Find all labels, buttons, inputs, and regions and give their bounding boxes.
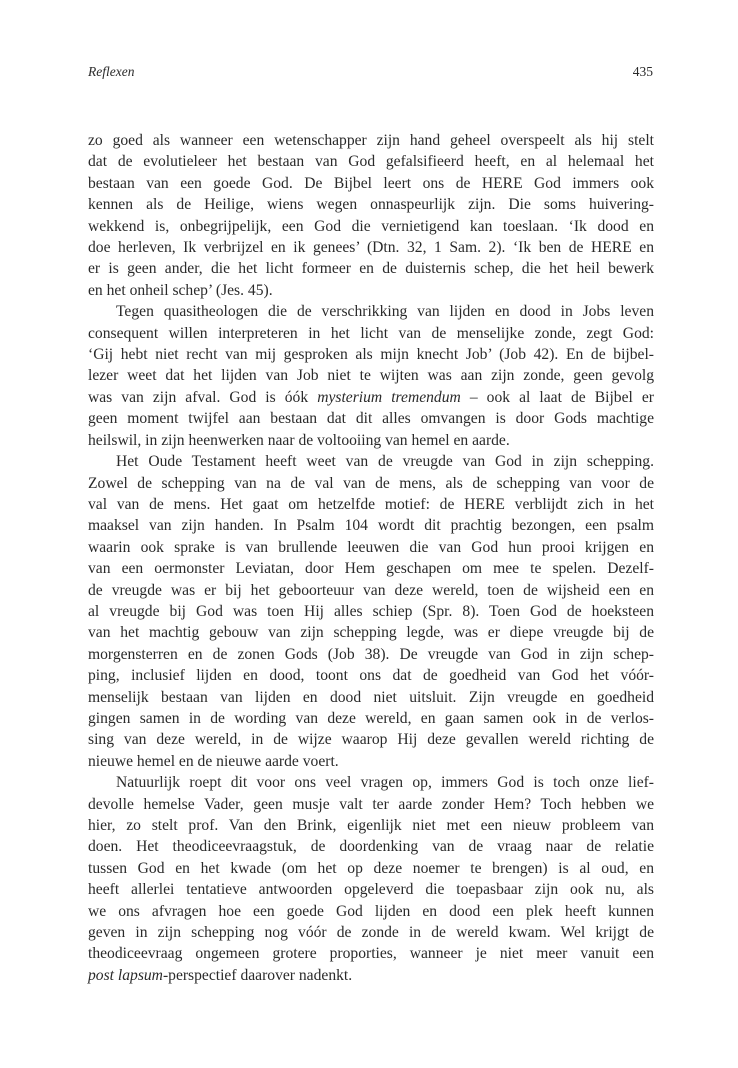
text-run: zo goed als wanneer een wetenschapper zijn hand geheel overspeelt als hij stelt xyxy=(88,132,654,149)
text-run: geen moment twijfel aan bestaan dat dit alles omvangen is door Gods machtige xyxy=(88,410,654,428)
text-line xyxy=(88,344,654,365)
text-line xyxy=(88,922,654,943)
text-run: van het machtig gebouw van zijn schepping legde, was er diepe vreugde bij de xyxy=(88,624,654,642)
text-line xyxy=(88,815,654,836)
text-run: theodiceevraag ongemeen grotere proporties, wanneer je niet meer vanuit een xyxy=(88,945,654,963)
text-line xyxy=(88,173,654,194)
text-run: Tegen quasitheologen die de verschrikking van lijden en dood in Jobs leven xyxy=(116,303,654,321)
running-header xyxy=(88,64,653,80)
text-run: we ons afvragen hoe een goede God lijden en dood een plek heeft kunnen xyxy=(88,902,654,920)
text-run: heeft allerlei tentatieve antwoorden opgeleverd die toepasbaar zijn ook nu, als xyxy=(88,881,654,899)
text-line xyxy=(88,965,654,986)
text-line xyxy=(88,708,654,729)
text-run: bestaan van een goede God. De Bijbel leert ons de HERE God immers ook xyxy=(88,174,654,192)
text-line xyxy=(88,665,654,686)
paragraph xyxy=(88,130,654,301)
text-line xyxy=(88,151,654,172)
text-line xyxy=(88,943,654,964)
text-line xyxy=(88,280,654,301)
text-line xyxy=(88,729,654,750)
text-line xyxy=(88,580,654,601)
text-line xyxy=(88,858,654,879)
text-run: lezer weet dat het lijden van Job niet te wijten was aan zijn zonde, geen gevolg xyxy=(88,367,654,385)
paragraph xyxy=(88,772,654,986)
text-run: kennen als de Heilige, wiens wegen onnaspeurlijk zijn. Die soms huivering- xyxy=(88,196,654,214)
page-number: 435 xyxy=(632,64,653,79)
text-run: van een oermonster Leviatan, door Hem geschapen om mee te spelen. Dezelf- xyxy=(88,560,654,578)
text-run: -perspectief daarover nadenkt. xyxy=(162,966,353,984)
text-line xyxy=(88,515,654,536)
text-line xyxy=(88,237,654,258)
text-run: geven in zijn schepping nog vóór de zonde in de wereld kwam. Wel krijgt de xyxy=(88,924,654,942)
text-run: devolle hemelse Vader, geen musje valt ter aarde zonder Hem? Toch hebben we xyxy=(88,795,654,813)
text-line xyxy=(88,879,654,900)
text-line xyxy=(88,901,654,922)
text-line xyxy=(88,644,654,665)
text-run: val van de mens. Het gaat om hetzelfde motief: de HERE verblijdt zich in het xyxy=(88,495,654,513)
text-line xyxy=(88,130,654,151)
text-line xyxy=(88,323,654,344)
text-run: heilswil, in zijn heenwerken naar de voltooiing van hemel en aarde. xyxy=(88,431,510,449)
text-run: er is geen ander, die het licht formeer en de duisternis schep, die het heil bewerk xyxy=(88,260,654,278)
text-run: Zowel de schepping van na de val van de mens, als de schepping van voor de xyxy=(88,474,654,492)
text-run: maaksel van zijn handen. In Psalm 104 wordt dit prachtig bezongen, een psalm xyxy=(88,517,654,535)
text-run: gingen samen in de wording van deze wereld, en gaan samen ook in de verlos- xyxy=(88,709,654,727)
text-run: ping, inclusief lijden en dood, toont ons dat de goedheid van God het vóór- xyxy=(88,667,654,685)
text-line xyxy=(88,772,654,793)
text-line xyxy=(88,601,654,622)
text-line xyxy=(88,408,654,429)
text-line xyxy=(88,751,654,772)
text-run: waarin ook sprake is van brullende leeuwen die van God hun prooi krijgen en xyxy=(88,538,654,556)
text-line xyxy=(88,794,654,815)
text-run: tussen God en het kwade (om het op deze noemer te brengen) is al oud, en xyxy=(88,859,654,877)
text-run: was van zijn afval. God is óók xyxy=(88,388,318,406)
text-line xyxy=(88,216,654,237)
text-line xyxy=(88,430,654,451)
text-line xyxy=(88,473,654,494)
text-line xyxy=(88,387,654,408)
text-run: hier, zo stelt prof. Van den Brink, eigenlijk niet met een nieuw probleem van xyxy=(88,817,654,834)
text-run: ‘Gij hebt niet recht van mij gesproken als mijn knecht Job’ (Job 42). En de bijbel- xyxy=(88,346,654,364)
text-run: wekkend is, onbegrijpelijk, een God die vernietigend kan toeslaan. ‘Ik dood en xyxy=(88,217,654,235)
text-run: doe herleven, Ik verbrijzel en ik genees’ (Dtn. 32, 1 Sam. 2). ‘Ik ben de HERE en xyxy=(88,239,654,257)
text-run: – ook al laat de Bijbel er xyxy=(460,388,654,406)
text-run: Het Oude Testament heeft weet van de vreugde van God in zijn schepping. xyxy=(116,453,654,471)
paragraph xyxy=(88,451,654,772)
text-line xyxy=(88,301,654,322)
text-line xyxy=(88,365,654,386)
italic-term: post lapsum xyxy=(88,966,163,984)
running-title: Reflexen xyxy=(88,64,135,79)
text-line xyxy=(88,258,654,279)
text-run: Natuurlijk roept dit voor ons veel vragen op, immers God is toch onze lief- xyxy=(116,774,654,792)
text-line xyxy=(88,687,654,708)
text-run: dat de evolutieleer het bestaan van God gefalsifieerd heeft, en al helemaal het xyxy=(88,153,654,171)
text-run: morgensterren en de zonen Gods (Job 38). De vreugde van God in zijn schep- xyxy=(88,645,654,663)
text-line xyxy=(88,194,654,215)
text-run: nieuwe hemel en de nieuwe aarde voert. xyxy=(88,752,339,770)
text-run: consequent willen interpreteren in het licht van de menselijke zonde, zegt God: xyxy=(88,324,654,342)
text-run: de vreugde was er bij het geboorteuur van deze wereld, toen de wijsheid een en xyxy=(88,581,654,599)
body-text xyxy=(88,130,654,986)
text-run: al vreugde bij God was toen Hij alles schiep (Spr. 8). Toen God de hoeksteen xyxy=(88,602,654,620)
text-run: sing van deze wereld, in de wijze waarop Hij deze gevallen wereld richting de xyxy=(88,731,654,749)
text-run: en het onheil schep’ (Jes. 45). xyxy=(88,281,273,299)
text-line xyxy=(88,537,654,558)
text-line xyxy=(88,622,654,643)
text-run: menselijk bestaan van lijden en dood niet uitsluit. Zijn vreugde en goedheid xyxy=(88,688,654,706)
text-line xyxy=(88,558,654,579)
italic-term: mysterium tremendum xyxy=(317,388,461,406)
text-line xyxy=(88,451,654,472)
text-line xyxy=(88,494,654,515)
text-run: doen. Het theodiceevraagstuk, de doordenking van de vraag naar de relatie xyxy=(88,838,654,856)
text-line xyxy=(88,836,654,857)
paragraph xyxy=(88,301,654,451)
